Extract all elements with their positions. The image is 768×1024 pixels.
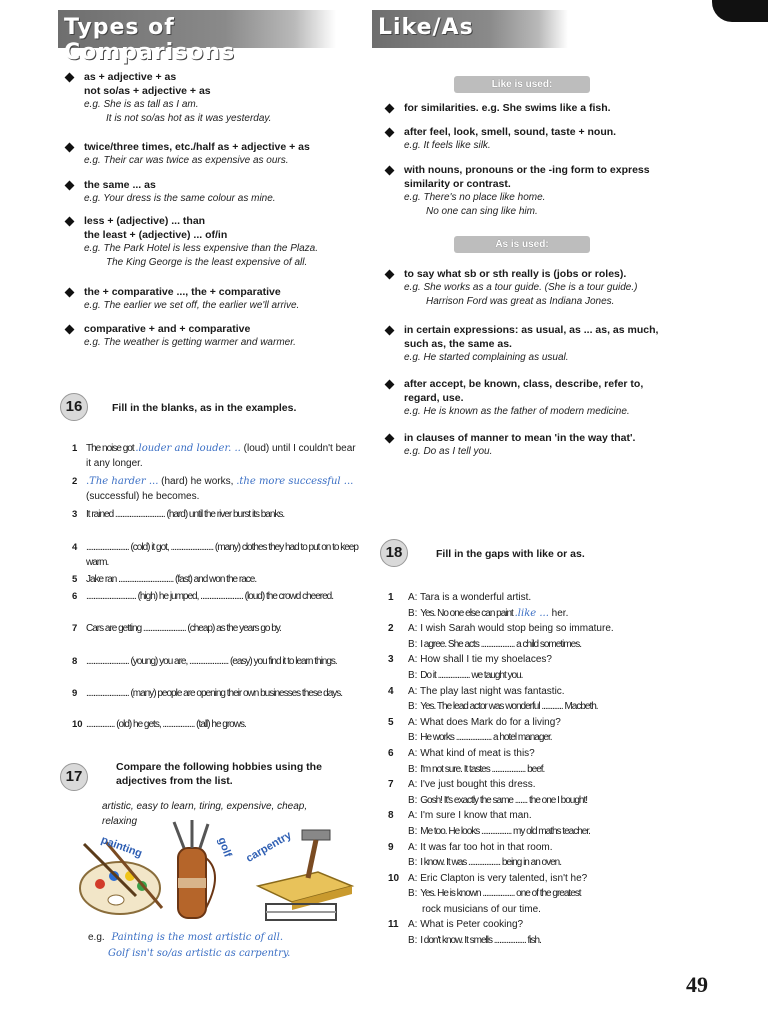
fill-blank-item xyxy=(72,621,360,636)
dialogue-text: It was far too hot in that room. xyxy=(420,841,553,853)
item-number: 6 xyxy=(72,591,78,602)
fill-blank-item xyxy=(72,717,360,732)
dialogue-line-b: B: Yes. The lead actor was wonderful ............ Macbeth. xyxy=(408,701,598,713)
rule-example: e.g. Your dress is the same colour as mine. xyxy=(84,193,276,204)
item-number: 7 xyxy=(388,779,394,791)
item-number: 7 xyxy=(72,623,78,634)
item-number: 8 xyxy=(72,656,78,667)
dialogue-line-b: B: Yes. No one else can paint .like ... her. xyxy=(408,607,569,619)
rule-heading: to say what sb or sth really is (jobs or roles). xyxy=(378,267,708,281)
banner-title: Like/As xyxy=(378,15,474,40)
rule-heading: comparative + and + comparative xyxy=(58,322,388,336)
rule-heading: not so/as + adjective + as xyxy=(84,85,211,97)
item-text-part: (hard) he works, xyxy=(158,476,237,487)
item-number: 11 xyxy=(388,919,399,931)
dialogue-line-a: 7 A: I've just bought this dress. xyxy=(388,777,708,793)
item-text xyxy=(72,589,360,604)
rule-block xyxy=(58,322,388,350)
dialogue-line-a: 4 A: The play last night was fantastic. xyxy=(388,684,708,700)
types-of-comparisons-banner xyxy=(58,10,336,65)
rule-heading: the least + (adjective) ... of/in xyxy=(84,229,228,241)
dialogue-text: Yes. He is known .................. one of the greatest xyxy=(420,888,581,900)
item-text-part: (loud) until I couldn't bear it any longer. xyxy=(86,443,356,469)
rule-heading: with nouns, pronouns or the -ing form to express xyxy=(378,163,708,177)
dialogue-text: How shall I tie my shoelaces? xyxy=(420,654,552,666)
example-answer-line: Painting is the most artistic of all. xyxy=(111,932,284,943)
rule-heading: after feel, look, smell, sound, taste + noun. xyxy=(378,125,708,139)
rule-block xyxy=(378,377,708,419)
item-text xyxy=(72,572,360,587)
rule-block xyxy=(58,140,388,168)
rule-example: e.g. It feels like silk. xyxy=(404,140,491,151)
rule-example: e.g. The weather is getting warmer and warmer. xyxy=(84,337,296,348)
rule-heading: for similarities. e.g. She swims like a fish. xyxy=(378,101,708,115)
exercise-18-dialogues xyxy=(388,590,708,949)
as-is-used-label: As is used: xyxy=(454,236,590,253)
dialogue-text: Me too. He looks ................. my old maths teacher. xyxy=(420,825,590,837)
golf-illustration xyxy=(164,818,234,928)
item-number: 5 xyxy=(72,574,78,585)
item-text-part: ............................ (high) he jumped, ........................ (loud) the crowd cheered. xyxy=(86,591,334,602)
page-number: 49 xyxy=(686,972,708,997)
dialogue-text: her. xyxy=(548,607,569,619)
rule-heading: less + (adjective) ... than xyxy=(58,214,388,228)
rule-block xyxy=(58,70,388,126)
dialogue-line-b: B: Me too. He looks ................. my old maths teacher. xyxy=(408,825,590,837)
rule-block xyxy=(58,285,388,313)
item-text xyxy=(72,441,360,471)
rule-heading: the + comparative ..., the + comparative xyxy=(58,285,388,299)
dialogue-text: I wish Sarah would stop being so immature. xyxy=(420,623,614,635)
dialogue-text: I know. It was .................. being in an oven. xyxy=(420,857,561,869)
rule-example: e.g. There's no place like home. xyxy=(404,192,546,203)
banner-title: Types of Comparisons xyxy=(64,15,236,65)
rule-example: e.g. Do as I tell you. xyxy=(404,446,493,457)
exercise-number-17: 17 xyxy=(60,763,88,791)
eg-label: e.g. xyxy=(88,932,105,943)
item-number: 6 xyxy=(388,747,394,759)
item-text xyxy=(72,654,360,669)
item-number: 10 xyxy=(388,872,400,884)
exercise-number-16: 16 xyxy=(60,393,88,421)
fill-blank-item xyxy=(72,441,360,471)
rule-example: e.g. He is known as the father of modern medicine. xyxy=(404,406,630,417)
dialogue-line-a: 10 A: Eric Clapton is very talented, isn't he? xyxy=(388,871,708,887)
dialogue-line-a: 11 A: What is Peter cooking? xyxy=(388,917,708,933)
dialogue-line-a: 2 A: I wish Sarah would stop being so immature. xyxy=(388,621,708,637)
rule-heading: in clauses of manner to mean 'in the way that'. xyxy=(378,431,708,445)
rule-example: e.g. He started complaining as usual. xyxy=(404,352,569,363)
dialogue-continuation: rock musicians of our time. xyxy=(422,903,541,915)
exercise-18-title: Fill in the gaps with like or as. xyxy=(436,548,585,560)
rule-heading: such as, the same as. xyxy=(404,338,512,350)
dialogue-text: Eric Clapton is very talented, isn't he? xyxy=(420,872,588,884)
example-answer: .The harder ... xyxy=(86,476,159,487)
rule-heading: twice/three times, etc./half as + adjective + as xyxy=(58,140,388,154)
dialogue-line-b: B: I agree. She acts ................... a child sometimes. xyxy=(408,638,581,650)
fill-blank-item xyxy=(72,654,360,669)
item-text xyxy=(72,540,360,570)
rule-block xyxy=(378,267,708,309)
rule-example: Harrison Ford was great as Indiana Jones. xyxy=(426,296,615,307)
like-as-banner xyxy=(372,10,568,48)
rule-example: It is not so/as hot as it was yesterday. xyxy=(106,113,272,124)
dialogue-text: I'm not sure. It tastes ................... beef. xyxy=(420,763,545,775)
item-text xyxy=(72,474,360,504)
dialogue-text: I'm sure I know that man. xyxy=(420,810,532,822)
item-text xyxy=(72,507,360,522)
item-number: 3 xyxy=(388,654,394,666)
dialogue-line-b: B: Do it .................. we taught you. xyxy=(408,669,523,681)
rule-example: e.g. She works as a tour guide. (She is a tour guide.) xyxy=(404,282,638,293)
rule-block xyxy=(378,163,708,219)
exercise-17-title-line: Compare the following hobbies using the xyxy=(116,761,322,773)
example-answer: .louder and louder. .. xyxy=(135,443,241,454)
dialogue-text: What kind of meat is this? xyxy=(420,747,535,759)
rule-heading: in certain expressions: as usual, as ... as, as much, xyxy=(378,323,708,337)
dialogue-line-a: 9 A: It was far too hot in that room. xyxy=(388,840,708,856)
dialogue-text: I've just bought this dress. xyxy=(420,779,536,791)
dialogue-line-b: B: Yes. He is known .................. one of the greatest xyxy=(408,888,581,900)
fill-blank-item xyxy=(72,589,360,604)
item-number: 1 xyxy=(72,443,78,454)
example-answer: .like ... xyxy=(514,607,549,619)
item-number: 4 xyxy=(72,542,78,553)
dialogue-text: The play last night was fantastic. xyxy=(420,685,565,697)
rule-heading: after accept, be known, class, describe, refer to, xyxy=(378,377,708,391)
rule-block xyxy=(378,431,708,459)
painting-label: painting xyxy=(99,834,144,860)
item-number: 1 xyxy=(388,592,394,603)
rule-block xyxy=(58,214,388,270)
example-answer-line: Golf isn't so/as artistic as carpentry. xyxy=(108,948,291,959)
fill-blank-item xyxy=(72,572,360,587)
rule-heading: similarity or contrast. xyxy=(404,178,511,190)
item-text-part: (successful) he becomes. xyxy=(86,491,200,502)
item-number: 9 xyxy=(388,841,394,853)
exercise-number-18: 18 xyxy=(380,539,408,567)
exercise-17-example xyxy=(88,930,283,945)
rule-example: e.g. The Park Hotel is less expensive than the Plaza. xyxy=(84,243,319,254)
item-text xyxy=(72,686,360,701)
rule-block xyxy=(378,323,708,365)
item-number: 4 xyxy=(388,685,394,697)
item-number: 5 xyxy=(388,716,394,728)
item-text-part: ................ (old) he gets, .................. (tall) he grows. xyxy=(86,719,246,730)
item-text-part: ........................ (many) people are opening their own businesses these days. xyxy=(86,688,343,699)
item-text-part: It rained ............................ (hard) until the river burst its banks. xyxy=(86,509,285,520)
rule-example: e.g. The earlier we set off, the earlier we'll arrive. xyxy=(84,300,300,311)
dialogue-text: I don't know. It smells .................. fish. xyxy=(420,935,541,947)
like-is-used-label: Like is used: xyxy=(454,76,590,93)
dialogue-line-a: 5 A: What does Mark do for a living? xyxy=(388,715,708,731)
dialogue-text: Yes. The lead actor was wonderful ............ Macbeth. xyxy=(420,701,598,713)
item-number: 10 xyxy=(72,719,83,730)
exercise-17-title-line: adjectives from the list. xyxy=(116,775,233,787)
adjective-list-line: relaxing xyxy=(102,816,138,827)
dialogue-line-a: 3 A: How shall I tie my shoelaces? xyxy=(388,652,708,668)
item-number: 8 xyxy=(388,810,394,822)
item-text xyxy=(72,621,360,636)
item-text-part: ........................ (young) you are, ...................... (easy) you find it to learn things. xyxy=(86,656,337,667)
item-number: 2 xyxy=(72,476,78,487)
item-text-part: Cars are getting ........................ (cheap) as the years go by. xyxy=(86,623,281,634)
dialogue-text: Gosh! It's exactly the same ....... the one I bought! xyxy=(420,794,588,806)
carpentry-label: carpentry xyxy=(244,829,294,865)
rule-block xyxy=(378,101,708,115)
rule-example: No one can sing like him. xyxy=(426,206,538,217)
rule-example: e.g. She is as tall as I am. xyxy=(84,99,199,110)
item-text-part: Jake ran ............................... (fast) and won the race. xyxy=(86,574,257,585)
dialogue-text: He works .................... a hotel manager. xyxy=(420,732,552,744)
golf-label: golf xyxy=(215,835,234,859)
dialogue-text: Yes. No one else can paint xyxy=(420,607,515,619)
dialogue-line-a: 8 A: I'm sure I know that man. xyxy=(388,808,708,824)
rule-heading: regard, use. xyxy=(404,392,464,404)
dialogue-text: I agree. She acts ................... a child sometimes. xyxy=(420,638,581,650)
item-text-part: ........................ (cold) it got, ........................ (many) clothes they had to put on to keep warm. xyxy=(86,542,358,568)
rule-example: The King George is the least expensive of all. xyxy=(106,257,308,268)
rule-block xyxy=(58,178,388,206)
fill-blank-item xyxy=(72,540,360,570)
dialogue-line-b: B: I'm not sure. It tastes ................... beef. xyxy=(408,763,545,775)
dialogue-line-a: 1 A: Tara is a wonderful artist. xyxy=(388,590,708,606)
dialogue-text: Do it .................. we taught you. xyxy=(420,669,523,681)
exercise-16-title: Fill in the blanks, as in the examples. xyxy=(112,402,297,414)
dialogue-line-b: B: He works .................... a hotel manager. xyxy=(408,732,552,744)
fill-blank-item xyxy=(72,507,360,522)
dialogue-text: What does Mark do for a living? xyxy=(420,716,561,728)
rule-example: e.g. Their car was twice as expensive as ours. xyxy=(84,155,289,166)
dialogue-text: Tara is a wonderful artist. xyxy=(420,592,532,603)
example-answer: .the more successful ... xyxy=(236,476,354,487)
rule-block xyxy=(378,125,708,153)
item-number: 9 xyxy=(72,688,78,699)
dialogue-line-b: B: I know. It was .................. being in an oven. xyxy=(408,857,561,869)
dialogue-line-b: B: I don't know. It smells .................. fish. xyxy=(408,935,541,947)
item-number: 2 xyxy=(388,623,394,635)
item-text-part: The noise got xyxy=(86,443,136,454)
item-number: 3 xyxy=(72,509,78,520)
page-corner-tab xyxy=(712,0,768,22)
adjective-list-line: artistic, easy to learn, tiring, expensive, cheap, xyxy=(102,801,308,812)
dialogue-line-a: 6 A: What kind of meat is this? xyxy=(388,746,708,762)
fill-blank-item xyxy=(72,474,360,504)
dialogue-text: What is Peter cooking? xyxy=(420,919,524,931)
exercise-17-title xyxy=(116,760,322,788)
item-text xyxy=(72,717,360,732)
rule-heading: the same ... as xyxy=(58,178,388,192)
fill-blank-item xyxy=(72,686,360,701)
dialogue-line-b: B: Gosh! It's exactly the same ....... the one I bought! xyxy=(408,794,588,806)
rule-heading: as + adjective + as xyxy=(58,70,388,84)
